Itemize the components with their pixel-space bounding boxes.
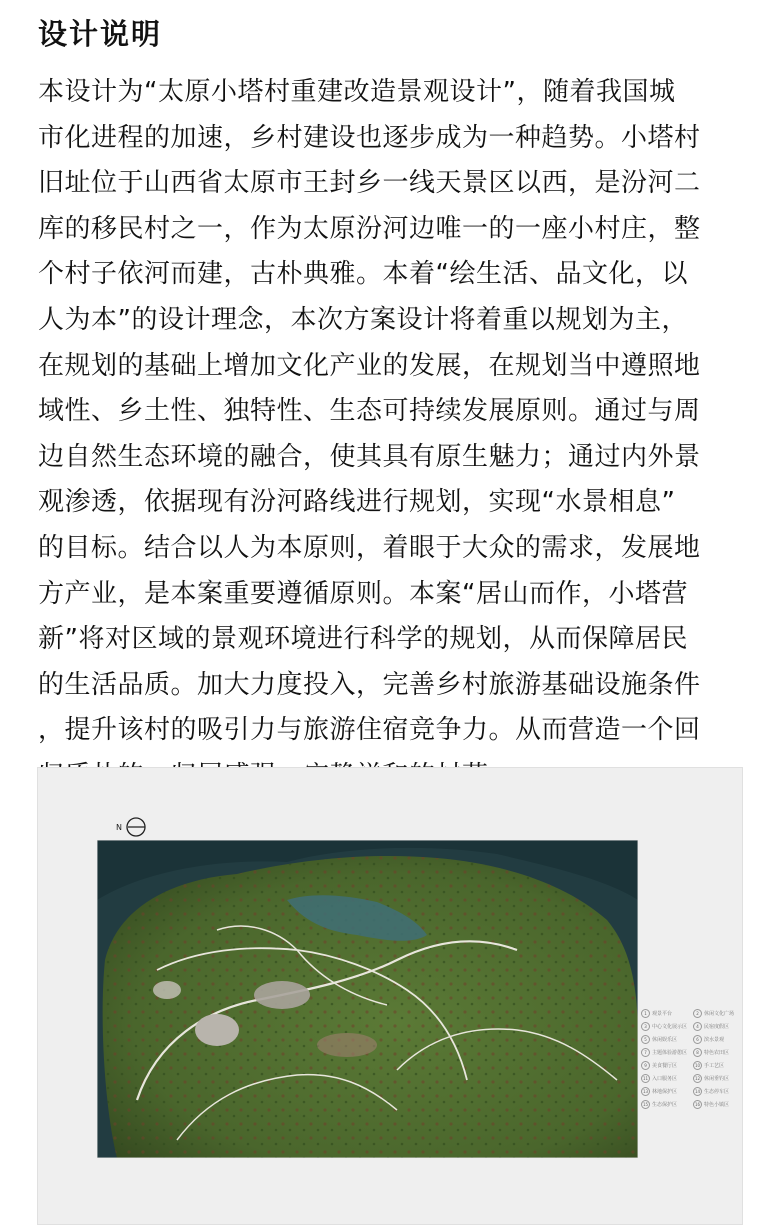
legend-item — [693, 1060, 743, 1070]
legend-label: 滨水景观 — [704, 1036, 725, 1043]
legend-item — [693, 1047, 743, 1057]
paragraph-line: ，提升该村的吸引力与旅游住宿竞争力。从而营造一个回 — [38, 715, 701, 746]
legend-item — [641, 1073, 691, 1083]
paragraph-line: 个村子依河而建，古朴典雅。本着“绘生活、品文化，以 — [38, 259, 688, 290]
paragraph-line: 域性、乡土性、独特性、生态可持续发展原则。通过与周 — [38, 396, 701, 427]
legend-label: 林地保护区 — [652, 1088, 678, 1095]
paragraph-line: 观渗透，依据现有汾河路线进行规划，实现“水景相息” — [38, 487, 676, 518]
legend-item — [693, 1008, 743, 1018]
paragraph-line: 边自然生态环境的融合，使其具有原生魅力；通过内外景 — [38, 441, 701, 472]
legend-number: 5 — [641, 1035, 650, 1044]
legend-label: 休闲文化广场 — [704, 1010, 735, 1017]
legend-number: 3 — [641, 1022, 650, 1031]
paragraph-line: 人为本”的设计理念，本次方案设计将着重以规划为主， — [38, 304, 688, 335]
paragraph-line: 的目标。结合以人为本原则，着眼于大众的需求，发展地 — [38, 532, 701, 563]
legend-item — [641, 1034, 691, 1044]
legend-item — [693, 1021, 743, 1031]
paragraph-line: 旧址位于山西省太原市王封乡一线天景区以西，是汾河二 — [38, 168, 701, 199]
legend-number: 12 — [694, 1075, 701, 1081]
legend-label: 生态停车区 — [704, 1088, 730, 1095]
legend-label: 民宿度假区 — [704, 1023, 730, 1030]
legend-number: 10 — [694, 1062, 701, 1068]
legend-item — [693, 1086, 743, 1096]
legend-label: 特色农田区 — [704, 1049, 730, 1056]
legend-label: 手工艺区 — [704, 1062, 725, 1069]
legend-item — [693, 1034, 743, 1044]
legend-number: 6 — [693, 1035, 702, 1044]
legend-item — [641, 1060, 691, 1070]
legend-item — [641, 1047, 691, 1057]
paragraph-line: 的生活品质。加大力度投入，完善乡村旅游基础设施条件 — [38, 669, 701, 700]
paragraph-line: 本设计为“太原小塔村重建改造景观设计”，随着我国城 — [38, 77, 676, 107]
legend-number: 11 — [642, 1075, 649, 1081]
legend-label: 休闲垂钓区 — [704, 1075, 730, 1082]
site-plan-map — [97, 840, 638, 1158]
north-label: N — [116, 823, 122, 832]
legend-item — [641, 1008, 691, 1018]
legend-number: 13 — [642, 1088, 649, 1094]
north-arrow-icon — [116, 816, 152, 838]
legend-number: 14 — [694, 1088, 701, 1094]
legend-label: 休闲娱乐区 — [652, 1036, 678, 1043]
legend-number: 8 — [693, 1048, 702, 1057]
plaza — [195, 1014, 239, 1046]
legend-label: 特色小镇区 — [704, 1101, 730, 1108]
paragraph-line: 市化进程的加速，乡村建设也逐步成为一种趋势。小塔村 — [38, 122, 701, 153]
site-plan-legend — [641, 1008, 743, 1109]
legend-number: 4 — [693, 1022, 702, 1031]
legend-label: 中心文化展示区 — [652, 1023, 688, 1030]
legend-label: 美食餐厅区 — [652, 1062, 678, 1069]
legend-label: 入口服务区 — [652, 1075, 678, 1082]
paragraph-line: 方产业，是本案重要遵循原则。本案“居山而作，小塔营 — [38, 578, 688, 609]
legend-number: 16 — [694, 1101, 701, 1107]
legend-number: 7 — [641, 1048, 650, 1057]
design-description — [38, 70, 743, 800]
legend-number: 9 — [641, 1061, 650, 1070]
paragraph-line: 新”将对区域的景观环境进行科学的规划，从而保障居民 — [38, 624, 688, 655]
legend-number: 1 — [641, 1009, 650, 1018]
page-title: 设计说明 — [38, 17, 163, 51]
paragraph-line: 库的移民村之一，作为太原汾河边唯一的一座小村庄，整 — [38, 213, 701, 244]
legend-item — [693, 1073, 743, 1083]
legend-item — [693, 1099, 743, 1109]
legend-number: 15 — [642, 1101, 649, 1107]
legend-number: 2 — [693, 1009, 702, 1018]
building-cluster — [317, 1033, 377, 1057]
site-plan-image — [37, 767, 743, 1225]
paragraph-line: 在规划的基础上增加文化产业的发展，在规划当中遵照地 — [38, 350, 701, 381]
legend-label: 生态保护区 — [652, 1101, 678, 1108]
legend-item — [641, 1099, 691, 1109]
legend-item — [641, 1021, 691, 1031]
legend-label: 观景平台 — [652, 1010, 673, 1017]
entrance-plaza — [153, 981, 181, 999]
legend-label: 主题体验游憩区 — [652, 1049, 688, 1056]
legend-item — [641, 1086, 691, 1096]
village-core — [254, 981, 310, 1009]
